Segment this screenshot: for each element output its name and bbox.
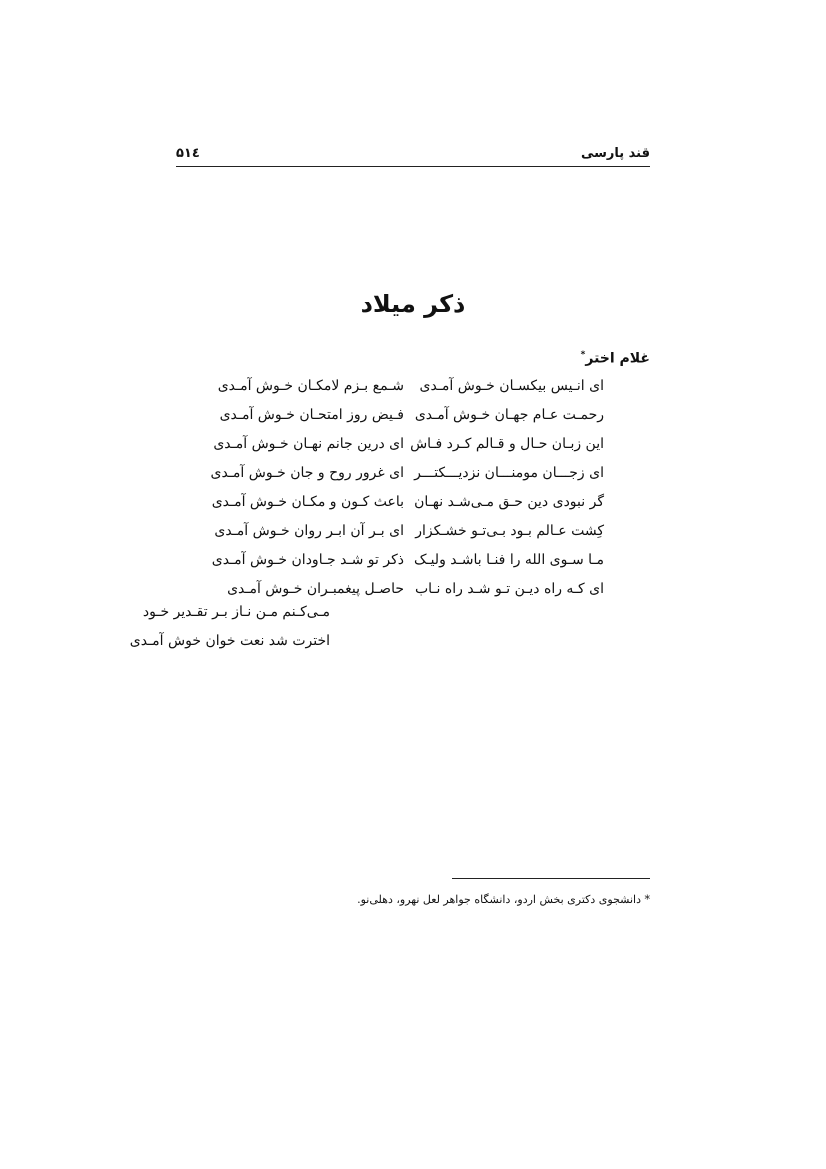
couplet-first-hemistich: کِشت عـالم بـود بـی‌تـو خشـکزار	[415, 523, 604, 539]
header-rule	[176, 166, 650, 167]
couplet	[176, 407, 650, 431]
couplet-first-hemistich: مـا سـوی الله را فنـا باشـد ولیـک	[413, 552, 604, 568]
couplet	[176, 523, 650, 547]
couplet-second-hemistich: شـمع بـزم لامکـان خـوش آمـدی	[217, 378, 404, 394]
couplet	[176, 465, 650, 489]
couplet	[176, 581, 650, 605]
author-footnote-marker: *	[580, 350, 586, 360]
couplet-first-hemistich: این زبـان حـال و قـالم کـرد فـاش	[410, 436, 604, 452]
couplet	[176, 436, 650, 460]
couplet-first-hemistich: ای انـیس بیکسـان خـوش آمـدی	[419, 378, 604, 394]
author-name: غلام اختر	[585, 350, 650, 367]
couplet	[176, 494, 650, 518]
couplet-second-hemistich: فـیض روز امتحـان خـوش آمـدی	[219, 407, 404, 423]
couplet-first-hemistich: ای کـه راه دیـن تـو شـد راه نـاب	[415, 581, 604, 597]
footnote-rule	[452, 878, 650, 879]
couplet-second-hemistich: ای غرور روح و جان خـوش آمـدی	[210, 465, 404, 481]
running-header-journal: قند پارسی	[580, 146, 650, 161]
couplet-second-hemistich: ذکر تو شـد جـاودان خـوش آمـدی	[211, 552, 404, 568]
closing-line: مـی‌کـنم مـن نـاز بـر تقـدیر خـود	[142, 604, 330, 620]
footnote	[357, 893, 650, 906]
author-line	[581, 350, 650, 367]
couplet-first-hemistich: گر نبودی دین حـق مـی‌شـد نهـان	[414, 494, 604, 510]
couplet	[176, 552, 650, 576]
footnote-text: دانشجوی دکتری بخش اردو، دانشگاه جواهر لعل نهرو، دهلی‌نو.	[357, 893, 641, 906]
couplet-second-hemistich: ای درین جانم نهـان خـوش آمـدی	[213, 436, 404, 452]
footnote-marker: *	[644, 893, 650, 906]
couplet-second-hemistich: حاصـل پیغمبـران خـوش آمـدی	[227, 581, 404, 597]
couplet-second-hemistich: ای بـر آن ابـر روان خـوش آمـدی	[214, 523, 404, 539]
poem-title: ذکر میلاد	[360, 290, 466, 318]
couplet-first-hemistich: رحمـت عـام جهـان خـوش آمـدی	[414, 407, 604, 423]
couplet-first-hemistich: ای زجـــان مومنـــان نزدیـــکتـــر	[414, 465, 604, 481]
couplet-second-hemistich: باعث کـون و مکـان خـوش آمـدی	[211, 494, 404, 510]
running-header-page-number: ۵۱٤	[176, 146, 200, 161]
couplet	[176, 378, 650, 402]
closing-line: اخترت شد نعت خوان خوش آمـدی	[129, 633, 330, 649]
